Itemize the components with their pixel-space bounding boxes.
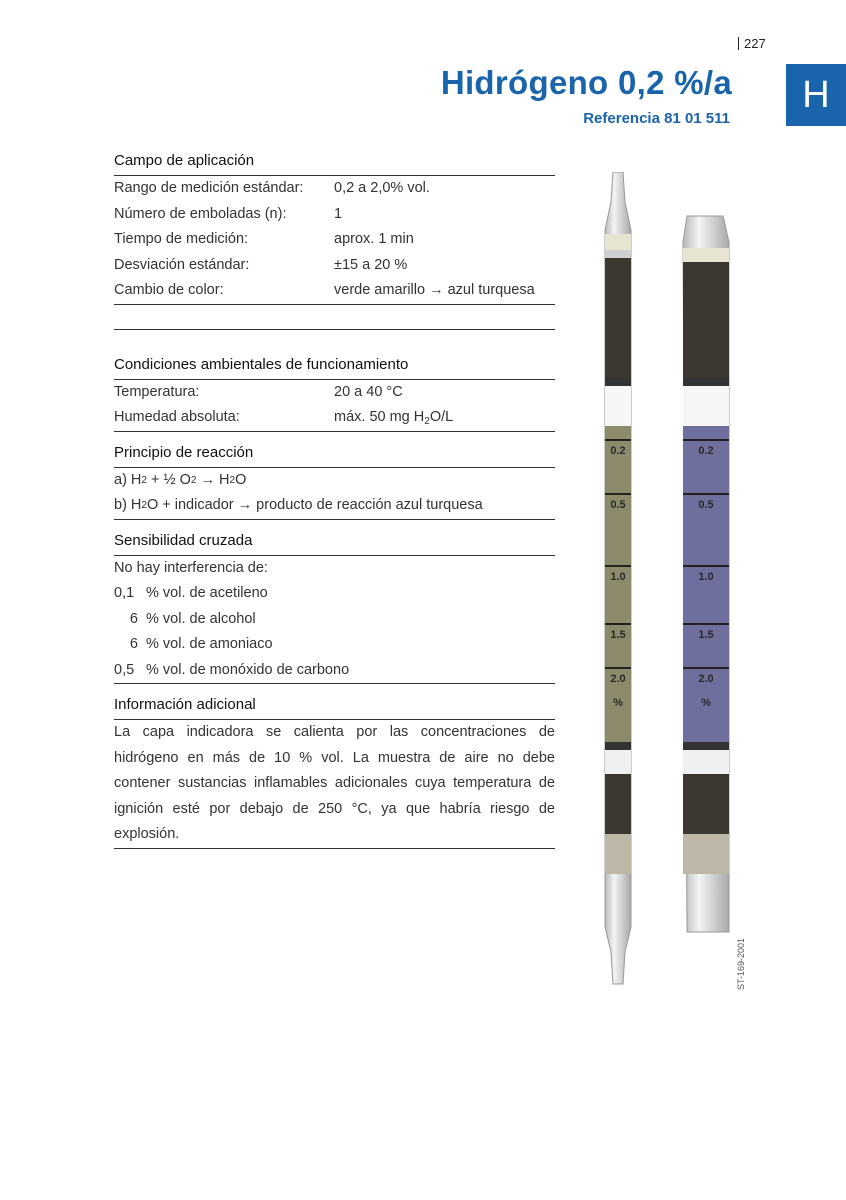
scale-label: 0.2: [698, 445, 714, 457]
spec-row: [114, 227, 555, 253]
cross-item-label: % vol. de alcohol: [146, 610, 256, 627]
spec-value: 1: [334, 205, 343, 222]
page-title: Hidrógeno 0,2 %/a: [440, 64, 732, 101]
section-reaction: [114, 442, 555, 520]
spec-value: 20 a 40 °C: [334, 383, 403, 400]
cross-item: [114, 607, 555, 633]
section-title: Campo de aplicación: [114, 150, 555, 176]
scale-label: 1.5: [698, 629, 714, 641]
scale-label: 1.0: [610, 571, 626, 583]
spec-label: Tiempo de medición:: [114, 231, 249, 247]
detector-tubes-photo: [585, 172, 755, 992]
scale-label: 1.0: [698, 571, 714, 583]
scale-label: 0.5: [698, 499, 714, 511]
scale-label: 0.2: [610, 445, 626, 457]
spec-row: [114, 202, 555, 228]
section-ambient: [114, 354, 555, 432]
cross-item-value: 6: [129, 610, 138, 627]
scale-label: 0.5: [610, 499, 626, 511]
reaction-line: b) H 2 O + indicador → producto de reacción azul turquesa: [114, 493, 555, 520]
section-additional-info: [114, 694, 555, 849]
section-title: Información adicional: [114, 694, 555, 720]
scale-label: 2.0: [698, 673, 714, 685]
cross-item-label: % vol. de amoniaco: [146, 636, 273, 652]
cross-item: [114, 581, 555, 607]
tube-indicator-layer-used: [683, 426, 729, 742]
spec-label: Desviación estándar:: [114, 256, 250, 273]
section-tab: H: [786, 64, 846, 126]
spec-content: [114, 150, 555, 849]
spec-value: 0,2 a 2,0% vol.: [334, 180, 430, 196]
divider: [114, 305, 555, 330]
info-paragraph: La capa indicadora se calienta por las concentraciones de hidrógeno en más de 10 % vol. La muestra de aire no debe contener sustancias inflamables adicionales cuya temperatura de ignición esté por debajo de 250 °C, ya que habría riesgo de explosión.: [114, 720, 555, 849]
spec-value: verde amarillo → azul turquesa: [334, 282, 535, 298]
section-title: Principio de reacción: [114, 442, 555, 468]
scale-label: %: [701, 697, 711, 709]
cross-item: [114, 632, 555, 658]
spec-label: Temperatura:: [114, 383, 200, 400]
cross-item-label: % vol. de monóxido de carbono: [146, 661, 350, 678]
tube-dark-layer: [683, 262, 729, 378]
tube-dark-layer: [683, 774, 729, 834]
scale-label: 1.5: [610, 629, 626, 641]
cross-intro: No hay interferencia de:: [114, 559, 268, 576]
spec-label: Rango de medición estándar:: [114, 180, 304, 196]
spec-value: máx. 50 mg $H_2O/L$: [334, 409, 454, 427]
page-number: 227: [738, 36, 766, 51]
cross-item-value: 0,1: [114, 585, 135, 601]
tube-dark-layer: [605, 258, 631, 378]
spec-row: [114, 380, 555, 406]
spec-row: [114, 405, 555, 432]
cross-item-value: 0,5: [114, 661, 135, 678]
spec-row: [114, 278, 555, 305]
section-title: Condiciones ambientales de funcionamiento: [114, 354, 555, 380]
spec-label: Cambio de color:: [114, 282, 224, 298]
tube-dark-layer: [605, 774, 631, 834]
cross-item-value: 6: [129, 636, 138, 652]
scale-label: %: [613, 697, 623, 709]
image-credit: ST-169-2001: [736, 937, 746, 990]
reference-number: Referencia 81 01 511: [583, 110, 730, 127]
scale-label: 2.0: [610, 673, 626, 685]
section-cross-sensitivity: [114, 530, 555, 685]
spec-value: aprox. 1 min: [334, 231, 414, 247]
spec-label: Humedad absoluta:: [114, 409, 240, 425]
section-application: [114, 150, 555, 330]
tube-indicator-layer: [605, 426, 631, 742]
spec-row: [114, 253, 555, 279]
spec-label: Número de emboladas (n):: [114, 205, 287, 222]
spec-row: [114, 176, 555, 202]
section-title: Sensibilidad cruzada: [114, 530, 555, 556]
cross-item-label: % vol. de acetileno: [146, 585, 268, 601]
cross-item: [114, 658, 555, 685]
spec-value: ±15 a 20 %: [334, 256, 408, 273]
reaction-line: a) H 2 + ½ O 2 → H 2 O: [114, 471, 247, 488]
